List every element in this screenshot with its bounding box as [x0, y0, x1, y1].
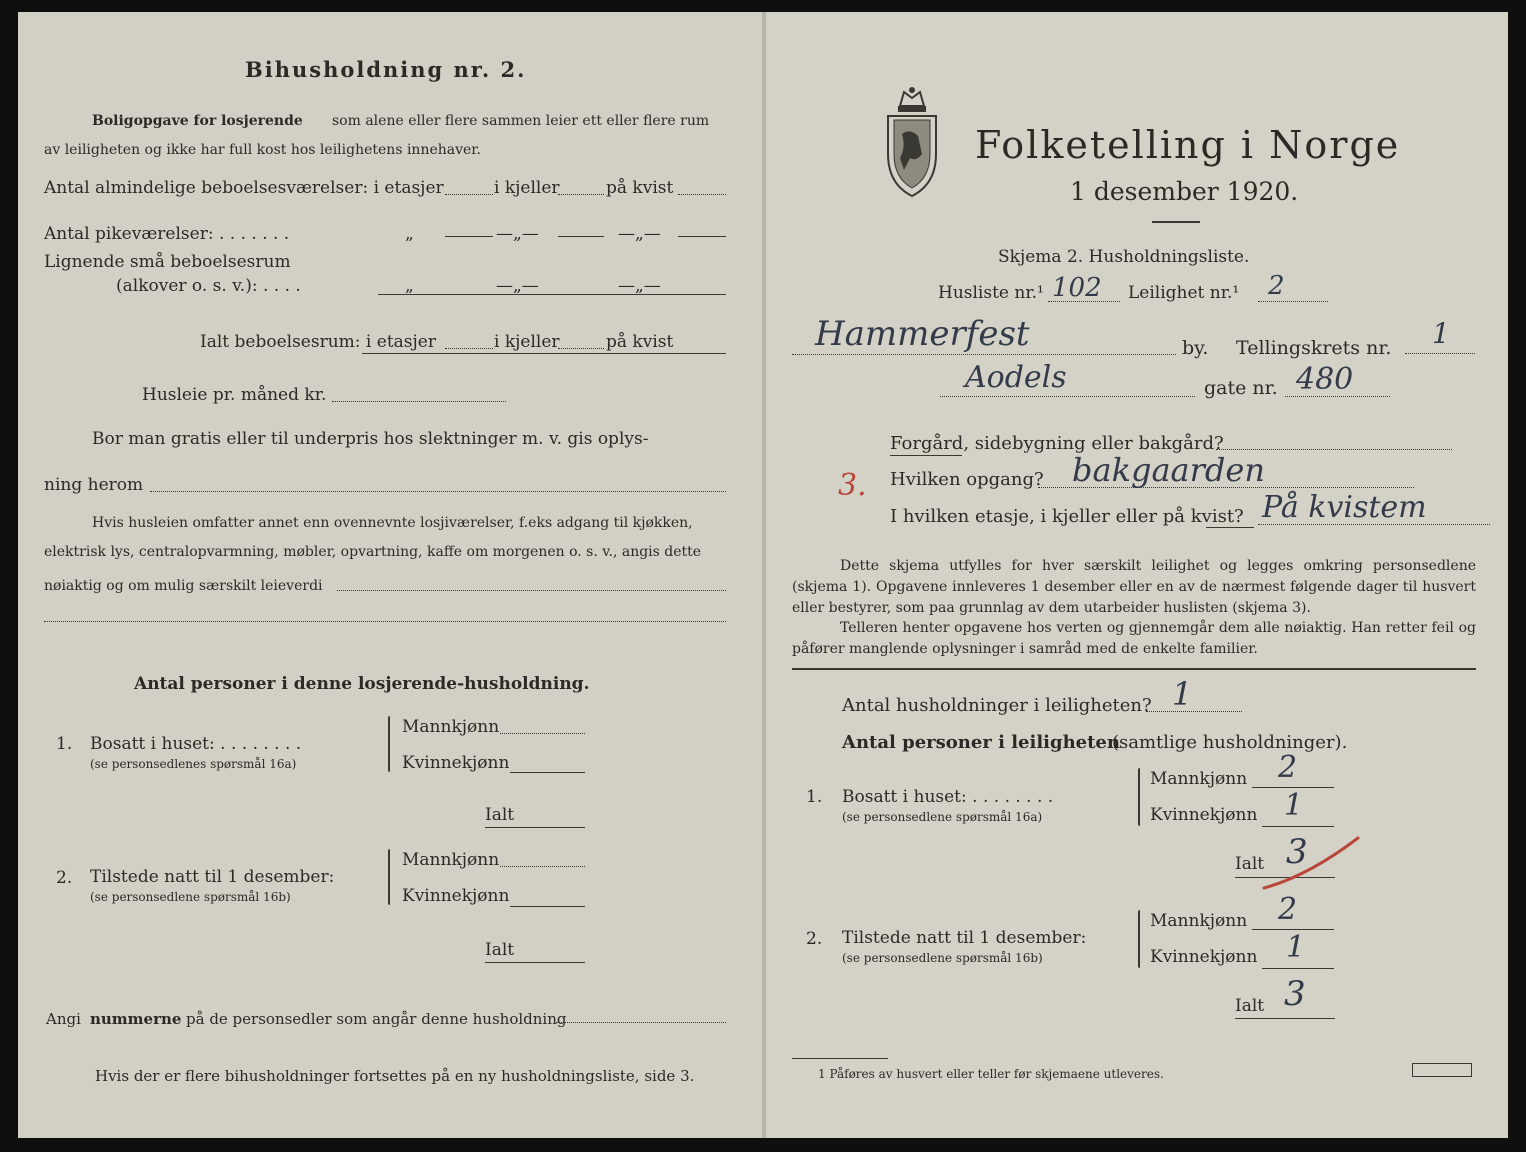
- tellingskrets-field[interactable]: [1405, 353, 1475, 354]
- l-item2-mann-field[interactable]: [500, 866, 585, 867]
- census-date: 1 desember 1920.: [1070, 177, 1299, 206]
- by-value: Hammerfest: [815, 314, 1030, 354]
- husleie-field[interactable]: [332, 401, 506, 402]
- antal-pers-heading: Antal personer i leiligheten: [842, 732, 1120, 753]
- ditto-3: —„—: [618, 224, 661, 244]
- ialt-etasjer-field[interactable]: [445, 348, 493, 349]
- ialt-kjeller-field[interactable]: [558, 348, 604, 349]
- kvist-underline: [1206, 527, 1254, 528]
- l-item1-ialt: Ialt: [485, 805, 515, 825]
- footnote: 1 Påføres av husvert eller teller før skjemaene utleveres.: [818, 1067, 1164, 1081]
- r-item2-kvinne: Kvinnekjønn: [1150, 947, 1258, 967]
- r-item2-brace: [1138, 910, 1140, 968]
- l-item2-ialt-field[interactable]: [485, 962, 585, 963]
- l-item1-kvinne-field[interactable]: [510, 772, 585, 773]
- r-item2-ialt-field[interactable]: [1235, 1018, 1335, 1019]
- gate-label: gate nr.: [1204, 377, 1278, 399]
- left-title: Bihusholdning nr. 2.: [245, 57, 527, 82]
- angi-bold: nummerne: [90, 1010, 182, 1028]
- l-item1-kvinne: Kvinnekjønn: [402, 753, 510, 773]
- l-item2-num: 2.: [56, 868, 73, 888]
- l-item2-mann: Mannkjønn: [402, 850, 500, 870]
- ialt-kjeller-label: i kjeller: [494, 332, 560, 352]
- intro-text-1: som alene eller flere sammen leier ett eller flere rum: [332, 113, 710, 129]
- pikevaer-label: Antal pikeværelser: . . . . . . .: [44, 224, 290, 244]
- pike-etasjer-field[interactable]: [445, 236, 493, 237]
- etasjer-field[interactable]: [445, 194, 493, 195]
- page-fold: [762, 12, 766, 1138]
- by-label: by.: [1182, 337, 1209, 359]
- ialt-rum-underline: [362, 353, 726, 354]
- opgang-value: bakgaarden: [1072, 451, 1265, 489]
- by-field[interactable]: [792, 354, 1176, 355]
- pike-kjeller-field[interactable]: [558, 236, 604, 237]
- angi-field[interactable]: [556, 1022, 726, 1023]
- lignende-label-2: (alkover o. s. v.): . . . .: [116, 276, 301, 296]
- antal-hush-value: 1: [1172, 675, 1193, 713]
- leilighet-value: 2: [1268, 271, 1285, 301]
- l-item2-sub: (se personsedlene spørsmål 16b): [90, 890, 291, 904]
- ditto-4: „: [405, 276, 414, 296]
- l-item1-mann: Mannkjønn: [402, 717, 500, 737]
- r-item2-label: Tilstede natt til 1 desember:: [842, 928, 1087, 948]
- opgang-field[interactable]: [1038, 487, 1414, 488]
- r-item1-num: 1.: [806, 787, 823, 807]
- r-item2-mann: Mannkjønn: [1150, 911, 1248, 931]
- kjeller-field[interactable]: [558, 194, 604, 195]
- kjeller-label: i kjeller: [494, 178, 560, 198]
- lignende-fields[interactable]: [378, 294, 726, 295]
- leilighet-field[interactable]: [1258, 301, 1328, 302]
- angi-label-1: Angi: [46, 1010, 81, 1028]
- forgard-field[interactable]: [1216, 449, 1452, 450]
- footnote-rule: [792, 1058, 888, 1059]
- r-item1-ialt: Ialt: [1235, 854, 1265, 874]
- bor-text-1: Bor man gratis eller til underpris hos slektninger m. v. gis oplys-: [92, 429, 649, 449]
- section-rule: [792, 668, 1476, 670]
- forgard-question: Forgård, sidebygning eller bakgård?: [890, 433, 1224, 454]
- instruction-para-1: Dette skjema utfylles for hver særskilt leilighet og legges omkring personsedlene (skjema 1). Opgavene innleveres 1 desember eller en av de nærmest følgende dager til husvert eller bestyrer, som paa grunnlag av dem utarbeider huslisten (skjema 3).: [792, 558, 1476, 616]
- antal-personer-heading: Antal personer i denne losjerende-husholdning.: [134, 674, 590, 694]
- r-item2-mann-value: 2: [1278, 892, 1298, 927]
- antal-hush-label: Antal husholdninger i leiligheten?: [842, 695, 1152, 716]
- r-item2-ialt: Ialt: [1235, 996, 1265, 1016]
- gate-value: Aodels: [965, 360, 1067, 395]
- r-item2-sub: (se personsedlene spørsmål 16b): [842, 951, 1043, 965]
- red-pencil-mark-icon: [1258, 832, 1368, 894]
- instruction-para-2: Telleren henter opgavene hos verten og gjennemgår dem alle nøiaktig. Han retter feil og påfører manglende oplysninger i samråd med de enkelte familier.: [792, 620, 1476, 657]
- gate-field[interactable]: [940, 396, 1195, 397]
- leilighet-label: Leilighet nr.¹: [1128, 283, 1240, 303]
- norwegian-coat-of-arms-icon: [880, 84, 944, 200]
- intro-text-2: av leiligheten og ikke har full kost hos leilighetens innehaver.: [44, 142, 481, 158]
- leieverdi-field[interactable]: [337, 590, 726, 591]
- title-rule: [1152, 221, 1200, 223]
- ditto-6: —„—: [618, 276, 661, 296]
- intro-bold: Boligopgave for losjerende: [92, 113, 303, 129]
- bor-field[interactable]: [150, 491, 726, 492]
- antal-pers-rest: (samtlige husholdninger).: [1112, 732, 1348, 753]
- l-item2-ialt: Ialt: [485, 940, 515, 960]
- gate-nr-value: 480: [1296, 362, 1354, 397]
- r-item1-kvinne: Kvinnekjønn: [1150, 805, 1258, 825]
- r-item1-kvinne-value: 1: [1284, 788, 1304, 823]
- r-item1-label: Bosatt i huset: . . . . . . . .: [842, 787, 1054, 807]
- r-item2-kvinne-field[interactable]: [1262, 968, 1334, 969]
- skjema-label: Skjema 2. Husholdningsliste.: [998, 247, 1250, 267]
- margin-note: 3.: [838, 468, 867, 503]
- kvist-label: på kvist: [606, 178, 674, 198]
- etasje-value: På kvistem: [1262, 490, 1427, 525]
- hvis-text-1: Hvis husleien omfatter annet enn ovennevnte losjiværelser, f.eks adgang til kjøkken,: [92, 515, 693, 531]
- l-item2-brace: [388, 849, 390, 905]
- r-item2-num: 2.: [806, 929, 823, 949]
- ialt-kvist-label: på kvist: [606, 332, 674, 352]
- ditto-5: —„—: [496, 276, 539, 296]
- r-item2-ialt-value: 3: [1284, 974, 1306, 1014]
- pike-kvist-field[interactable]: [678, 236, 726, 237]
- etasje-field[interactable]: [1258, 524, 1490, 525]
- l-item1-label: Bosatt i huset: . . . . . . . .: [90, 734, 302, 754]
- angi-label-2: på de personsedler som angår denne husholdning: [186, 1010, 567, 1028]
- l-item1-brace: [388, 716, 390, 772]
- r-item2-kvinne-value: 1: [1286, 930, 1306, 965]
- l-item2-kvinne: Kvinnekjønn: [402, 886, 510, 906]
- flere-note: Hvis der er flere bihusholdninger fortsettes på en ny husholdningsliste, side 3.: [95, 1067, 695, 1085]
- l-item2-label: Tilstede natt til 1 desember:: [90, 867, 335, 887]
- opgang-label: Hvilken opgang?: [890, 469, 1044, 490]
- tellingskrets-value: 1: [1432, 317, 1450, 350]
- l-item1-ialt-field[interactable]: [485, 827, 585, 828]
- kvist-field[interactable]: [678, 194, 726, 195]
- l-item2-kvinne-field[interactable]: [510, 906, 585, 907]
- bor-text-2: ning herom: [44, 475, 144, 495]
- lignende-label-1: Lignende små beboelsesrum: [44, 252, 291, 272]
- r-item1-mann-value: 2: [1278, 750, 1298, 785]
- hvis-text-3: nøiaktig og om mulig særskilt leieverdi: [44, 578, 323, 594]
- r-item1-mann: Mannkjønn: [1150, 769, 1248, 789]
- etasje-question: I hvilken etasje, i kjeller eller på kvist?: [890, 506, 1244, 527]
- r-item1-kvinne-field[interactable]: [1262, 826, 1334, 827]
- hvis-text-2: elektrisk lys, centralopvarmning, møbler, opvartning, kaffe om morgenen o. s. v., angis dette: [44, 544, 702, 560]
- husliste-label: Husliste nr.¹: [938, 283, 1044, 303]
- tellingskrets-label: Tellingskrets nr.: [1236, 337, 1392, 359]
- r-item1-brace: [1138, 768, 1140, 826]
- ditto-2: —„—: [496, 224, 539, 244]
- r-item1-ialt-value: 3: [1286, 832, 1308, 872]
- l-item1-num: 1.: [56, 734, 73, 754]
- husliste-value: 102: [1052, 273, 1102, 303]
- husliste-field[interactable]: [1048, 301, 1120, 302]
- right-title: Folketelling i Norge: [975, 123, 1401, 167]
- forgard-underline: [890, 455, 962, 456]
- ditto-1: „: [405, 224, 414, 244]
- printer-stamp-icon: [1412, 1063, 1472, 1077]
- husleie-label: Husleie pr. måned kr.: [142, 385, 327, 405]
- r-item1-sub: (se personsedlene spørsmål 16a): [842, 810, 1043, 824]
- antal-alm-label: Antal almindelige beboelsesværelser: i etasjer: [44, 178, 444, 198]
- l-item1-mann-field[interactable]: [500, 733, 585, 734]
- gate-nr-field[interactable]: [1285, 396, 1390, 397]
- antal-hush-field[interactable]: [1146, 711, 1242, 712]
- l-item1-sub: (se personsedlenes spørsmål 16a): [90, 757, 297, 771]
- ialt-rum-label: Ialt beboelsesrum: i etasjer: [200, 332, 436, 352]
- leieverdi-field-2[interactable]: [44, 621, 726, 622]
